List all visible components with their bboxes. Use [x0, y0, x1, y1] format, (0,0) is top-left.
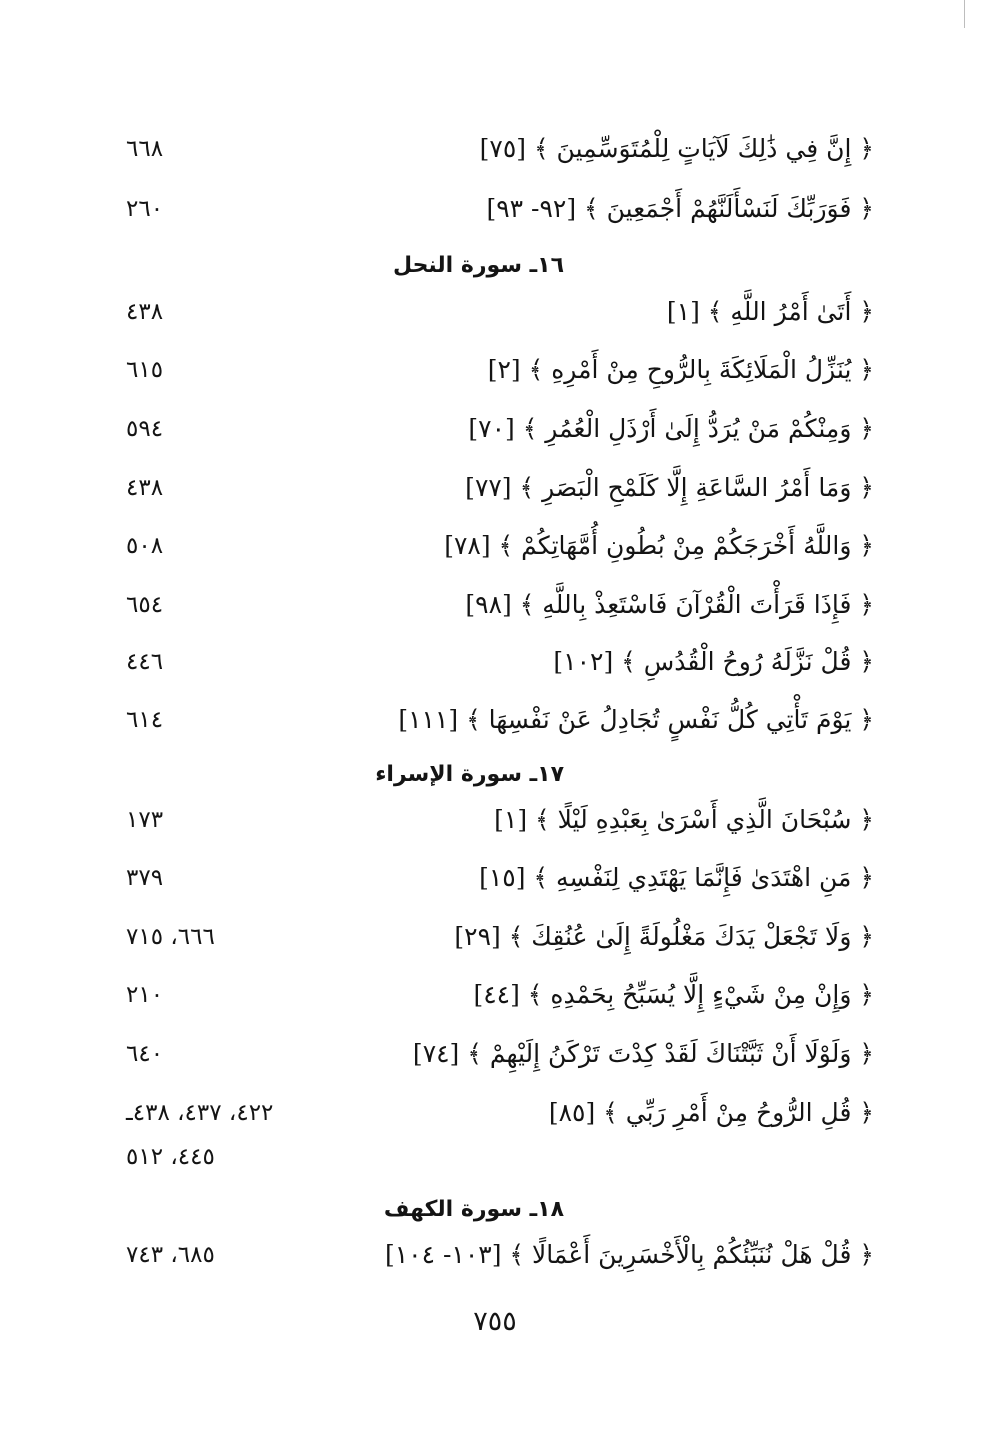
- page-reference: ٤٤٦: [126, 649, 164, 675]
- verse-text: ﴿ أَتَىٰ أَمْرُ اللَّهِ ﴾ [١]: [666, 297, 874, 326]
- page-edge-mark: [964, 0, 965, 28]
- surah-heading-al-kahf: ١٨ـ سورة الكهف: [383, 1197, 564, 1222]
- index-entry: [0, 1235, 991, 1275]
- page-reference: ٦٤٠: [126, 1041, 164, 1067]
- verse-text: ﴿ قُلْ نَزَّلَهُ رُوحُ الْقُدُسِ ﴾ [١٠٢]: [553, 647, 874, 676]
- index-entry: [0, 526, 991, 566]
- page-reference: ٥٠٨: [126, 533, 164, 559]
- page-reference: ٤٤٥، ٥١٢: [126, 1144, 215, 1170]
- page-reference: ٤٣٨: [126, 299, 164, 325]
- page-reference: ٢٦٠: [126, 196, 164, 222]
- index-entry: [0, 858, 991, 898]
- index-entry: [0, 350, 991, 390]
- verse-text: ﴿ وَلَوْلَا أَنْ ثَبَّتْنَاكَ لَقَدْ كِدْتَ تَرْكَنُ إِلَيْهِمْ ﴾ [٧٤]: [412, 1039, 874, 1068]
- verse-text: ﴿ وَمَا أَمْرُ السَّاعَةِ إِلَّا كَلَمْحِ الْبَصَرِ ﴾ [٧٧]: [465, 473, 874, 502]
- verse-text: ﴿ يَوْمَ تَأْتِي كُلُّ نَفْسٍ تُجَادِلُ عَنْ نَفْسِهَا ﴾ [١١١]: [398, 705, 874, 734]
- index-entry: [0, 468, 991, 508]
- page-reference: ٢١٠: [126, 982, 164, 1008]
- verse-text: ﴿ وَاللَّهُ أَخْرَجَكُمْ مِنْ بُطُونِ أُمَّهَاتِكُمْ ﴾ [٧٨]: [444, 531, 874, 560]
- verse-text: ﴿ وَإِنْ مِنْ شَيْءٍ إِلَّا يُسَبِّحُ بِحَمْدِهِ ﴾ [٤٤]: [473, 980, 874, 1009]
- verse-text: ﴿ فَوَرَبِّكَ لَنَسْأَلَنَّهُمْ أَجْمَعِينَ ﴾ [٩٢- ٩٣]: [486, 194, 874, 223]
- page-reference: ٦١٤: [126, 707, 164, 733]
- index-entry: [0, 1093, 991, 1133]
- verse-text: ﴿ سُبْحَانَ الَّذِي أَسْرَىٰ بِعَبْدِهِ لَيْلًا ﴾ [١]: [494, 805, 874, 834]
- page-number: ٧٥٥: [473, 1306, 517, 1337]
- verse-text: ﴿ مَنِ اهْتَدَىٰ فَإِنَّمَا يَهْتَدِي لِنَفْسِهِ ﴾ [١٥]: [479, 863, 874, 892]
- index-entry: [0, 642, 991, 682]
- surah-heading-an-nahl: ١٦ـ سورة النحل: [392, 253, 564, 278]
- index-entry: [0, 292, 991, 332]
- page-reference: ٦٦٨: [126, 136, 164, 162]
- verse-text: ﴿ قُلْ هَلْ نُنَبِّئُكُمْ بِالْأَخْسَرِينَ أَعْمَالًا ﴾ [١٠٣- ١٠٤]: [384, 1240, 874, 1269]
- page-reference: ٦١٥: [126, 357, 164, 383]
- page-reference: ٤٢٢، ٤٣٧، ٤٣٨ـ: [126, 1100, 274, 1126]
- index-entry: [0, 700, 991, 740]
- index-entry: [0, 800, 991, 840]
- page-reference: ٥٩٤: [126, 416, 164, 442]
- page-reference: ٦٥٤: [126, 592, 164, 618]
- surah-heading-al-isra: ١٧ـ سورة الإسراء: [375, 762, 564, 787]
- page-reference: ٣٧٩: [126, 865, 164, 891]
- page-reference: ٤٣٨: [126, 475, 164, 501]
- verse-text: ﴿ قُلِ الرُّوحُ مِنْ أَمْرِ رَبِّي ﴾ [٨٥]: [548, 1098, 874, 1127]
- index-entry: [0, 585, 991, 625]
- verse-text: ﴿ وَمِنْكُمْ مَنْ يُرَدُّ إِلَىٰ أَرْذَلِ الْعُمُرِ ﴾ [٧٠]: [468, 414, 874, 443]
- verse-text: ﴿ يُنَزِّلُ الْمَلَائِكَةَ بِالرُّوحِ مِنْ أَمْرِهِ ﴾ [٢]: [487, 355, 874, 384]
- index-entry-continuation: [0, 1137, 991, 1177]
- index-entry: [0, 975, 991, 1015]
- verse-text: ﴿ وَلَا تَجْعَلْ يَدَكَ مَغْلُولَةً إِلَىٰ عُنُقِكَ ﴾ [٢٩]: [454, 922, 874, 951]
- verse-text: ﴿ إِنَّ فِي ذَٰلِكَ لَآيَاتٍ لِلْمُتَوَسِّمِينَ ﴾ [٧٥]: [479, 134, 874, 163]
- index-entry: [0, 129, 991, 169]
- index-entry: [0, 189, 991, 229]
- index-entry: [0, 917, 991, 957]
- page-reference: ٦٦٦، ٧١٥: [126, 924, 215, 950]
- page-reference: ١٧٣: [126, 807, 164, 833]
- index-entry: [0, 1034, 991, 1074]
- index-entry: [0, 409, 991, 449]
- verse-text: ﴿ فَإِذَا قَرَأْتَ الْقُرْآنَ فَاسْتَعِذْ بِاللَّهِ ﴾ [٩٨]: [465, 590, 874, 619]
- page-reference: ٦٨٥، ٧٤٣: [126, 1242, 215, 1268]
